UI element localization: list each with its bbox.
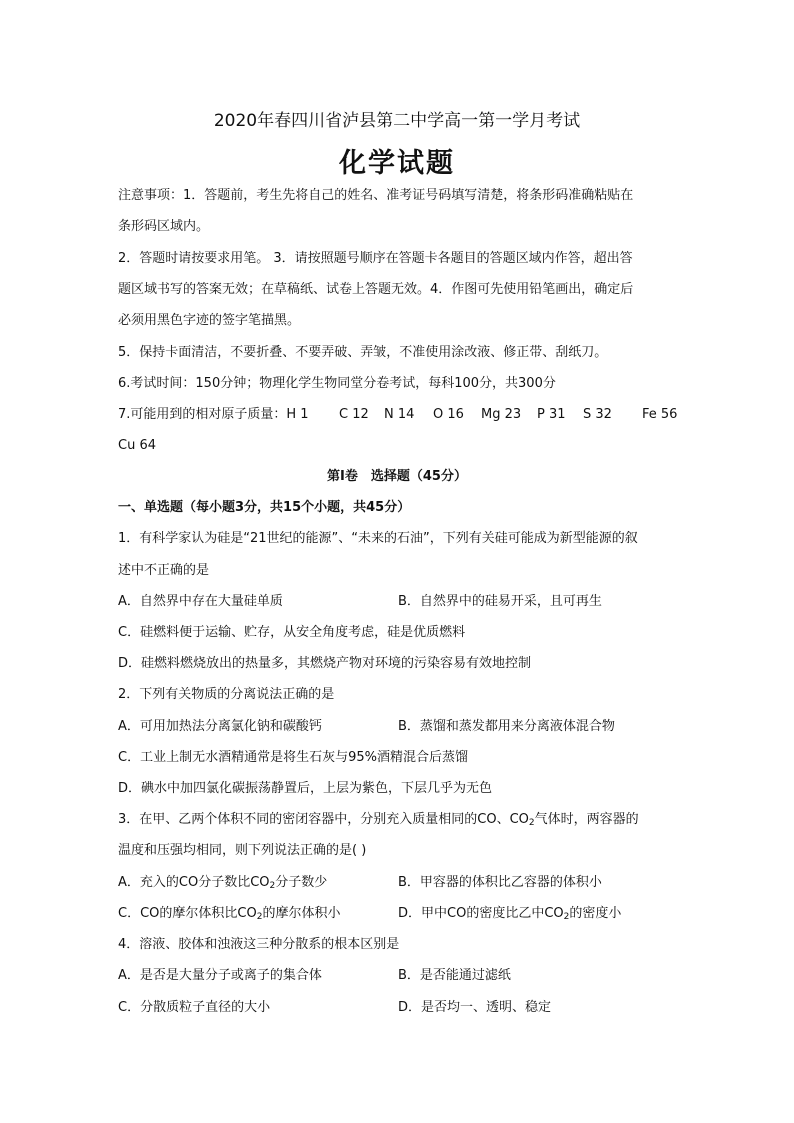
exam-title: 2020年春四川省泸县第二中学高一第一学月考试	[213, 111, 581, 131]
notes-line-1: 注意事项：1．答题前，考生先将自己的姓名、准考证号码填写清楚，将条形码准确粘贴在	[118, 188, 634, 203]
subject-title: 化学试题	[339, 148, 455, 179]
q1-stem-line-2: 述中不正确的是	[118, 563, 210, 578]
atomic-mass-p: P 31	[537, 407, 566, 422]
q2-option-d: D．碘水中加四氯化碳振荡静置后，上层为紫色，下层几乎为无色	[118, 781, 493, 796]
q4-option-c: C．分散质粒子直径的大小	[118, 1000, 271, 1015]
q4-stem: 4．溶液、胶体和浊液这三种分散系的根本区别是	[118, 937, 400, 952]
q3-option-c-part-2: 的摩尔体积小	[262, 906, 341, 921]
q3-stem-part-2: 气体时，两容器的	[534, 812, 639, 827]
notes-line-3: 2．答题时请按要求用笔。 3．请按照题号顺序在答题卡各题目的答题区域内作答，超出答	[118, 251, 633, 266]
q1-option-c: C．硅燃料便于运输、贮存，从安全角度考虑，硅是优质燃料	[118, 625, 466, 640]
atomic-mass-n: N 14	[384, 407, 415, 422]
q4-option-b: B．是否能通过滤纸	[398, 968, 511, 983]
atomic-mass-s: S 32	[583, 407, 612, 422]
subscript-2: 2	[528, 818, 535, 828]
q4-option-d: D．是否均一、透明、稳定	[398, 1000, 552, 1015]
atomic-mass-mg: Mg 23	[481, 407, 522, 422]
q3-option-c-part-1: C．CO的摩尔体积比CO	[118, 906, 257, 921]
q3-option-a-part-1: A．充入的CO分子数比CO	[118, 875, 270, 890]
q1-stem-line-1: 1．有科学家认为硅是“21世纪的能源”、“未来的石油”，下列有关硅可能成为新型能源的叙	[118, 531, 638, 546]
q3-option-d-part-2: 的密度小	[569, 906, 622, 921]
q3-option-d	[398, 905, 621, 923]
q3-option-d-part-1: D．甲中CO的密度比乙中CO	[398, 906, 564, 921]
q2-option-c: C．工业上制无水酒精通常是将生石灰与95%酒精混合后蒸馏	[118, 750, 468, 765]
q3-option-a	[118, 874, 327, 892]
q3-stem-line-1	[118, 811, 639, 829]
q3-option-c	[118, 905, 340, 923]
q1-option-d: D．硅燃料燃烧放出的热量多，其燃烧产物对环境的污染容易有效地控制	[118, 656, 532, 671]
q3-option-a-part-2: 分子数少	[275, 875, 328, 890]
atomic-mass-cont: Cu 64	[118, 438, 156, 453]
atomic-mass-c: C 12	[339, 407, 369, 422]
q3-stem-part-1: 3．在甲、乙两个体积不同的密闭容器中，分别充入质量相同的CO、CO	[118, 812, 529, 827]
q3-option-b: B．甲容器的体积比乙容器的体积小	[398, 875, 602, 890]
q3-stem-line-2: 温度和压强均相同，则下列说法正确的是( )	[118, 843, 367, 858]
subscript-2: 2	[563, 912, 570, 922]
section-heading: 一、单选题（每小题3分，共15个小题，共45分）	[118, 500, 411, 515]
atomic-mass-o: O 16	[433, 407, 464, 422]
q2-stem: 2．下列有关物质的分离说法正确的是	[118, 687, 335, 702]
atomic-mass-line	[118, 406, 678, 424]
atomic-mass-label: 7.可能用到的相对原子质量：H 1	[118, 407, 309, 422]
notes-line-5: 必须用黑色字迹的签字笔描黑。	[118, 313, 301, 328]
notes-line-2: 条形码区域内。	[118, 219, 210, 234]
q2-option-a: A．可用加热法分离氯化钠和碳酸钙	[118, 719, 322, 734]
notes-line-6: 5．保持卡面清洁，不要折叠、不要弄破、弄皱，不准使用涂改液、修正带、刮纸刀。	[118, 345, 608, 360]
subscript-2: 2	[256, 912, 263, 922]
q1-option-b: B．自然界中的硅易开采，且可再生	[398, 594, 602, 609]
q4-option-a: A．是否是大量分子或离子的集合体	[118, 968, 322, 983]
notes-line-4: 题区域书写的答案无效；在草稿纸、试卷上答题无效。4．作图可先使用铅笔画出，确定后	[118, 282, 634, 297]
q1-option-a: A．自然界中存在大量硅单质	[118, 594, 283, 609]
section-title: 第Ⅰ卷 选择题（45分）	[327, 469, 467, 484]
subscript-2: 2	[269, 881, 276, 891]
atomic-mass-fe: Fe 56	[642, 407, 678, 422]
q2-option-b: B．蒸馏和蒸发都用来分离液体混合物	[398, 719, 615, 734]
notes-line-7: 6.考试时间：150分钟；物理化学生物同堂分卷考试，每科100分，共300分	[118, 376, 556, 391]
